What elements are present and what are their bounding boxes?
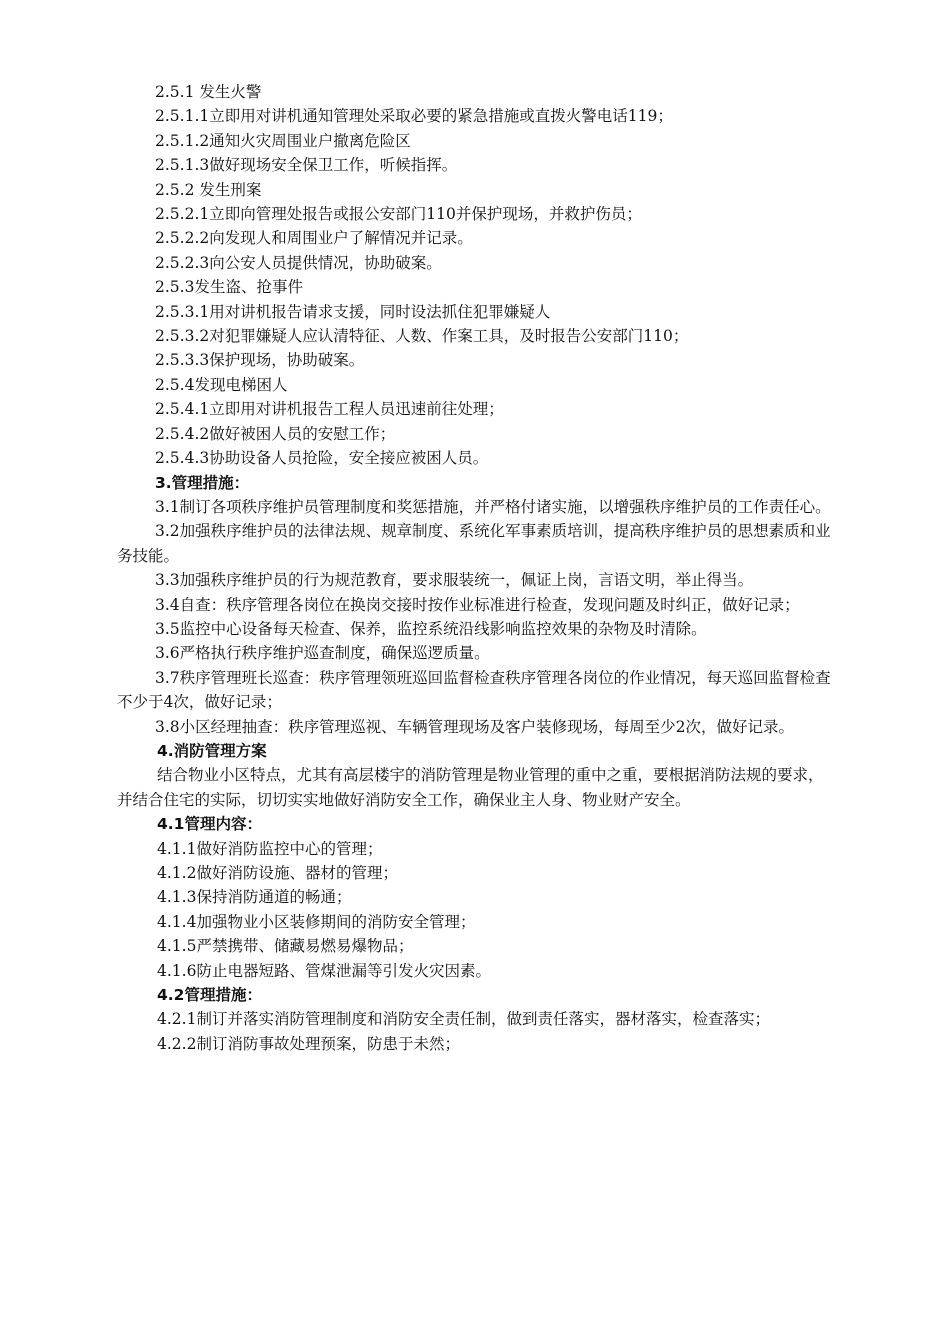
paragraph: 3.1制订各项秩序维护员管理制度和奖惩措施，并严格付诸实施，以增强秩序维护员的工作责任心。 [155,497,831,516]
paragraph: 3.3加强秩序维护员的行为规范教育，要求服装统一，佩证上岗，言语文明，举止得当。 [155,571,754,590]
section-heading: 4.2管理措施： [157,986,262,1005]
paragraph: 3.5监控中心设备每天检查、保养，监控系统沿线影响监控效果的杂物及时清除。 [155,619,707,638]
list-item: 2.5.2.1立即向管理处报告或报公安部门110并保护现场，并救护伤员； [155,205,642,224]
paragraph: 3.8小区经理抽查：秩序管理巡视、车辆管理现场及客户装修现场，每周至少2次，做好记录。 [155,717,795,736]
section-heading: 4.1管理内容： [157,815,262,834]
document-body [117,80,837,1056]
document-page [117,80,837,1056]
list-item: 2.5.1.1立即用对讲机通知管理处采取必要的紧急措施或直拨火警电话119； [155,107,673,126]
list-item: 2.5.4.3协助设备人员抢险，安全接应被困人员。 [155,449,489,468]
list-item: 2.5.4发现电梯困人 [155,375,288,394]
list-item: 2.5.1 发生火警 [155,83,262,101]
paragraph: 4.2.1制订并落实消防管理制度和消防安全责任制，做到责任落实，器材落实，检查落实； [157,1010,770,1029]
section-heading: 3.管理措施： [155,473,250,492]
paragraph: 4.2.2制订消防事故处理预案，防患于未然； [157,1034,460,1053]
list-item: 4.1.6防止电器短路、管煤泄漏等引发火灾因素。 [157,961,491,980]
list-item: 4.1.3保持消防通道的畅通； [157,888,352,907]
paragraph: 3.7秩序管理班长巡查：秩序管理领班巡回监督检查秩序管理各岗位的作业情况，每天巡回监督检查不少于4次，做好记录； [117,668,831,712]
paragraph: 3.6严格执行秩序维护巡查制度，确保巡逻质量。 [155,644,490,663]
paragraph: 3.2加强秩序维护员的法律法规、规章制度、系统化军事素质培训，提高秩序维护员的思想素质和业务技能。 [117,522,831,565]
list-item: 2.5.1.2通知火灾周围业户撤离危险区 [155,131,411,150]
list-item: 2.5.2.3向公安人员提供情况，协助破案。 [155,253,442,272]
section-heading: 4.消防管理方案 [157,741,267,760]
list-item: 2.5.4.2做好被困人员的安慰工作； [155,424,396,443]
list-item: 2.5.3发生盗、抢事件 [155,278,303,297]
list-item: 4.1.1做好消防监控中心的管理； [157,839,383,858]
paragraph: 结合物业小区特点，尤其有高层楼宇的消防管理是物业管理的重中之重，要根据消防法规的要求，并结合住宅的实际，切切实实地做好消防安全工作，确保业主人身、物业财产安全。 [117,766,824,809]
list-item: 4.1.4加强物业小区装修期间的消防安全管理； [157,912,476,931]
list-item: 4.1.5严禁携带、储藏易燃易爆物品； [157,937,414,956]
list-item: 2.5.2 发生刑案 [155,180,262,199]
list-item: 4.1.2做好消防设施、器材的管理； [157,864,398,882]
list-item: 2.5.1.3做好现场安全保卫工作，听候指挥。 [155,156,458,175]
list-item: 2.5.2.2向发现人和周围业户了解情况并记录。 [155,229,473,248]
paragraph: 3.4自查：秩序管理各岗位在换岗交接时按作业标准进行检查，发现问题及时纠正，做好记录； [155,595,800,614]
list-item: 2.5.4.1立即用对讲机报告工程人员迅速前往处理； [155,400,504,419]
list-item: 2.5.3.3保护现场，协助破案。 [155,351,365,370]
list-item: 2.5.3.2对犯罪嫌疑人应认清特征、人数、作案工具，及时报告公安部门110； [155,327,689,346]
list-item: 2.5.3.1用对讲机报告请求支援，同时设法抓住犯罪嫌疑人 [155,302,551,321]
